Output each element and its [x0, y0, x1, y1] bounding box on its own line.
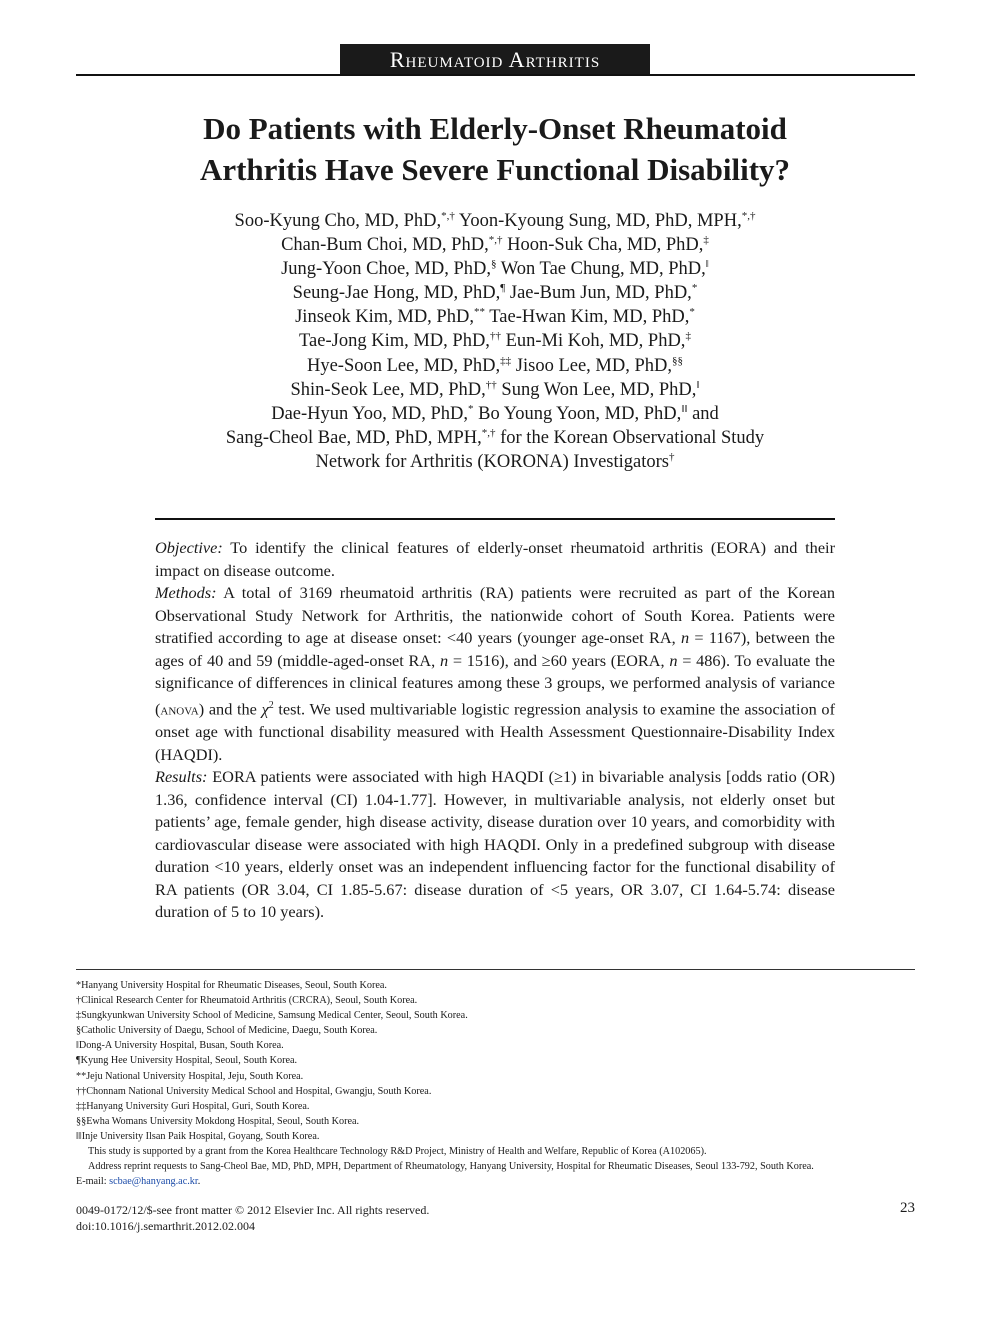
- affiliation-mark: †: [669, 450, 675, 463]
- n-symbol: n: [680, 628, 690, 647]
- author-name: Yoon-Kyoung Sung, MD, PhD, MPH,: [454, 211, 742, 231]
- affiliation-mark: *: [468, 402, 474, 415]
- author-name: for the Korean Observational Study: [495, 427, 765, 448]
- author-name: Soo-Kyung Cho, MD, PhD,: [234, 211, 442, 231]
- affiliation-mark: ‖: [705, 258, 709, 271]
- section-header: Rheumatoid Arthritis: [340, 44, 650, 74]
- methods-text: = 486). To evaluate the significance of differences in clinical features among these 3 groups, we performed analysis of variance (: [155, 650, 835, 718]
- affiliation-mark: ††: [485, 378, 497, 391]
- author-line: [150, 402, 840, 426]
- author-name: Chan-Bum Choi, MD, PhD,: [281, 235, 489, 256]
- methods-text: A total of 3169 rheumatoid arthritis (RA) patients were recruited as part of the Korean Observational Study Network for Arthritis, the nationwide cohort of South Korea. Patients were stratified according to age at disease onset: <40 years (younger age-onset RA,: [155, 583, 835, 647]
- affiliation-note: ‡‡Hanyang University Guri Hospital, Guri, South Korea.: [76, 1100, 310, 1112]
- abstract-methods: [155, 582, 835, 766]
- methods-text: ) and the: [198, 698, 262, 718]
- author-name: Sung Won Lee, MD, PhD,: [496, 379, 697, 400]
- page-number: 23: [900, 1200, 915, 1216]
- affiliation-note: §§Ewha Womans University Mokdong Hospital, Seoul, South Korea.: [76, 1115, 360, 1127]
- copyright-line: 0049-0172/12/$-see front matter © 2012 Elsevier Inc. All rights reserved.: [76, 1203, 430, 1217]
- author-line: [150, 378, 840, 402]
- results-label: Results:: [155, 767, 208, 787]
- email-line: [76, 1174, 921, 1189]
- anova-term: anova: [160, 701, 199, 718]
- footnotes: [76, 978, 921, 1189]
- affiliation-mark: *: [689, 306, 695, 319]
- doi-line[interactable]: doi:10.1016/j.semarthrit.2012.02.004: [76, 1219, 255, 1233]
- chi-exponent: 2: [268, 699, 274, 711]
- abstract: [155, 537, 835, 924]
- author-line: [150, 281, 840, 305]
- affiliation-mark: *,†: [481, 426, 496, 439]
- author-name: Hye-Soon Lee, MD, PhD,: [306, 355, 501, 376]
- author-line: [150, 305, 840, 329]
- affiliation-mark: §: [491, 258, 497, 271]
- author-list: [150, 209, 840, 474]
- methods-label: Methods:: [155, 583, 217, 602]
- objective-text: To identify the clinical features of elderly-onset rheumatoid arthritis (EORA) and their impact on disease outcome.: [155, 538, 835, 580]
- affiliation-mark: *: [691, 282, 698, 295]
- affiliation-mark: **: [473, 306, 485, 319]
- affiliation-mark: ‡: [685, 330, 691, 343]
- author-name: Won Tae Chung, MD, PhD,: [496, 259, 706, 280]
- author-line: [150, 450, 840, 474]
- affiliation-note: †Clinical Research Center for Rheumatoid Arthritis (CRCRA), Seoul, South Korea.: [76, 995, 418, 1007]
- author-name: Tae-Jong Kim, MD, PhD,: [299, 331, 490, 352]
- email-tail: .: [197, 1176, 201, 1188]
- abstract-objective: [155, 537, 835, 582]
- footnote-rule: [76, 969, 915, 970]
- abstract-rule: [155, 518, 835, 520]
- affiliation-mark: *,†: [741, 210, 756, 222]
- author-name: Dae-Hyun Yoo, MD, PhD,: [271, 403, 469, 424]
- affiliation-mark: *,†: [488, 234, 503, 247]
- title-line: Arthritis Have Severe Functional Disability?: [199, 152, 791, 187]
- results-text: EORA patients were associated with high HAQDI (≥1) in bivariable analysis [odds ratio (OR) 1.36, confidence interval (CI) 1.04-1.77]. However, in multivariable analysis, not elderly onset but patients’ age, female gender, high disease activity, disease duration over 10 years, and comorbidity with cardiovascular disease were associated with high HAQDI. Only in a predefined subgroup with disease duration <10 years, elderly onset was an independent influencing factor for the functional disability of RA patients (OR 3.04, CI 1.85-5.67: disease duration of <5 years, OR 3.07, CI 1.64-5.74: disease duration of 5 to 10 years).: [155, 767, 835, 922]
- author-name: Jisoo Lee, MD, PhD,: [511, 355, 673, 376]
- author-name: Jae-Bum Jun, MD, PhD,: [505, 283, 692, 304]
- author-line: [150, 233, 840, 257]
- chi-symbol: χ: [261, 698, 269, 718]
- abstract-results: [155, 766, 835, 924]
- author-line: [150, 354, 840, 378]
- affiliation-mark: ‡: [703, 234, 709, 247]
- author-name: Seung-Jae Hong, MD, PhD,: [292, 283, 501, 304]
- affiliation-mark: ††: [489, 330, 501, 343]
- affiliation-mark: ¶: [500, 282, 506, 295]
- affiliation-mark: ‡‡: [500, 354, 512, 367]
- affiliation-mark: ‖‖: [681, 402, 688, 415]
- affiliation-note: ‡Sungkyunkwan University School of Medicine, Samsung Medical Center, Seoul, South Korea.: [76, 1010, 468, 1022]
- author-name: Bo Young Yoon, MD, PhD,: [473, 403, 682, 424]
- section-rule: [76, 74, 915, 76]
- affiliation-mark: *,†: [441, 210, 455, 222]
- affiliation-note: *Hanyang University Hospital for Rheumatic Diseases, Seoul, South Korea.: [76, 980, 387, 991]
- author-name: Jung-Yoon Choe, MD, PhD,: [281, 259, 491, 280]
- author-line: [150, 209, 840, 233]
- methods-text: test. We used multivariable logistic regression analysis to examine the association of onset age with functional disability measured with Health Assessment Questionnaire-Disability Index (HAQDI).: [155, 698, 835, 764]
- title-line: Do Patients with Elderly-Onset Rheumatoid: [203, 111, 787, 146]
- author-name: Sang-Cheol Bae, MD, PhD, MPH,: [225, 427, 482, 448]
- author-connector: and: [687, 403, 719, 424]
- n-symbol: n: [669, 650, 678, 670]
- grant-note: This study is supported by a grant from the Korea Healthcare Technology R&D Project, Ministry of Health and Welfare, Republic of Korea (A102065).: [88, 1146, 707, 1158]
- methods-text: = 1516), and ≥60 years (EORA,: [448, 650, 670, 670]
- author-name: Eun-Mi Koh, MD, PhD,: [500, 331, 686, 352]
- n-symbol: n: [439, 650, 449, 670]
- author-line: [150, 426, 840, 450]
- author-line: [150, 257, 840, 281]
- affiliation-mark: §§: [672, 354, 684, 367]
- email-label: E-mail:: [76, 1176, 110, 1188]
- affiliation-note: ‖Dong-A University Hospital, Busan, South Korea.: [76, 1040, 284, 1052]
- author-line: [150, 329, 840, 353]
- author-name: Tae-Hwan Kim, MD, PhD,: [484, 307, 690, 328]
- author-name: Jinseok Kim, MD, PhD,: [295, 307, 474, 328]
- affiliation-note: §Catholic University of Daegu, School of Medicine, Daegu, South Korea.: [76, 1025, 378, 1037]
- email-link[interactable]: scbae@hanyang.ac.kr: [109, 1176, 198, 1188]
- author-name: Shin-Seok Lee, MD, PhD,: [290, 379, 486, 400]
- affiliation-note: ‖‖Inje University Ilsan Paik Hospital, Goyang, South Korea.: [76, 1130, 320, 1142]
- affiliation-mark: ‖: [696, 378, 700, 391]
- affiliation-note: **Jeju National University Hospital, Jeju, South Korea.: [76, 1070, 304, 1082]
- address-note: Address reprint requests to Sang-Cheol Bae, MD, PhD, MPH, Department of Rheumatology, Hanyang University, Hospital for Rheumatic Diseases, Seoul 133-792, South Korea.: [88, 1161, 814, 1173]
- article-title: [130, 108, 860, 190]
- affiliation-note: ¶Kyung Hee University Hospital, Seoul, South Korea.: [76, 1055, 298, 1067]
- affiliation-list: [76, 978, 921, 1144]
- affiliation-note: ††Chonnam National University Medical School and Hospital, Gwangju, South Korea.: [76, 1085, 432, 1097]
- publication-info: [76, 1202, 429, 1234]
- author-name: Network for Arthritis (KORONA) Investigators: [315, 451, 669, 472]
- author-name: Hoon-Suk Cha, MD, PhD,: [502, 235, 704, 256]
- methods-text: = 1167), between the ages of 40 and 59 (middle-aged-onset RA,: [155, 628, 836, 670]
- objective-label: Objective:: [155, 538, 223, 557]
